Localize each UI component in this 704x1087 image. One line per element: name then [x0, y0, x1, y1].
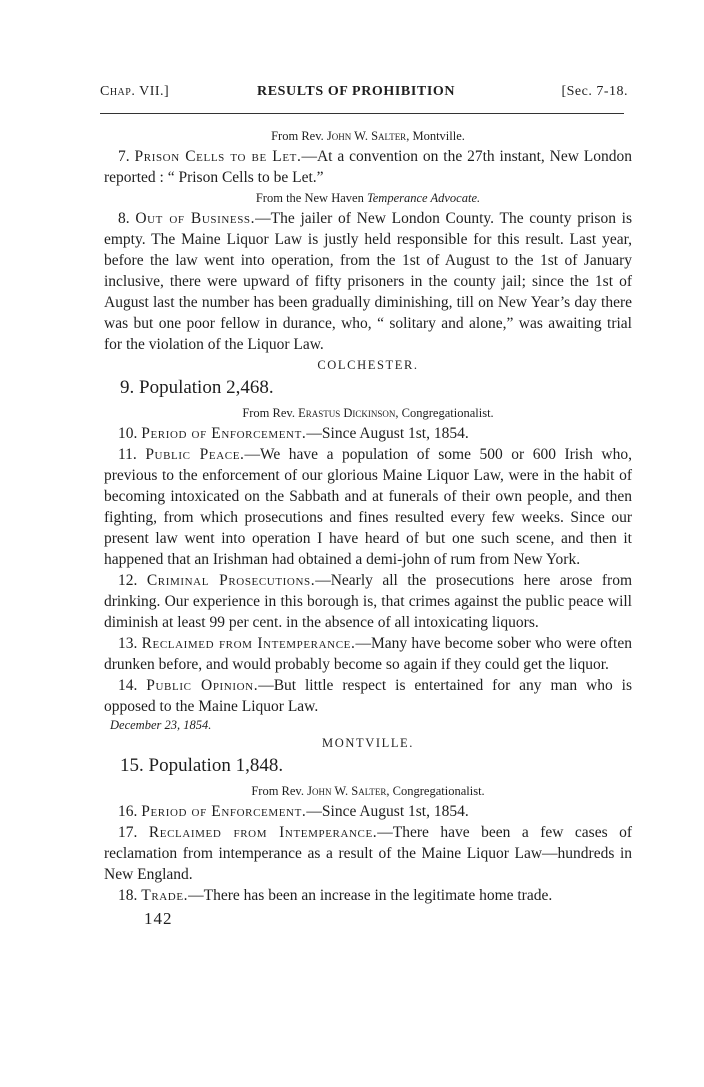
source-suffix: , Montville.	[406, 129, 465, 143]
paragraph-title: Public Opinion.	[146, 677, 259, 694]
source-line	[104, 126, 632, 146]
paragraph-title: Prison Cells to be Let.	[134, 148, 302, 165]
paragraph-text: —Nearly all the prosecutions here arose from drinking. Our experience in this borough is, that crimes against the public peace will diminish at least 99 per cent. in the absence of all intoxicating liquors.	[104, 572, 633, 631]
source-line	[104, 188, 632, 208]
source-prefix: From Rev.	[251, 784, 308, 798]
paragraph-16	[104, 801, 632, 822]
paragraph-number: 17.	[118, 824, 149, 841]
paragraph-18	[104, 885, 632, 906]
paragraph-8	[104, 208, 632, 355]
paragraph-13	[104, 633, 632, 675]
paragraph-10	[104, 423, 632, 444]
town-heading-colchester: COLCHESTER.	[317, 358, 419, 372]
source-author: John W. Salter	[326, 129, 407, 143]
paragraph-number: 11.	[118, 446, 146, 463]
paragraph-text: —Since August 1st, 1854.	[306, 803, 469, 820]
paragraph-7	[104, 146, 632, 188]
letter-date: December 23, 1854.	[110, 718, 212, 732]
section-label: [Sec. 7-18.	[561, 84, 628, 99]
paragraph-text: —Since August 1st, 1854.	[306, 425, 469, 442]
paragraph-title: Period of Enforcement.	[141, 803, 307, 820]
page-title: RESULTS OF PROHIBITION	[257, 84, 456, 99]
paragraph-text: —There have been a few cases of reclamation from intemperance as a result of the Maine Liquor Law—hundreds in New England.	[104, 824, 633, 883]
source-publication: Temperance Advocate.	[366, 191, 481, 205]
source-line	[104, 781, 632, 801]
paragraph-number: 18.	[118, 887, 142, 904]
population-15: 15. Population 1,848.	[120, 755, 284, 776]
paragraph-title: Trade.	[141, 887, 189, 904]
paragraph-text: —We have a population of some 500 or 600 Irish who, previous to the enforcement of our glorious Maine Liquor Law, were in the habit of becoming intoxicated on the Sabbath and at funerals of their own people, and then fighting, from which prosecutions and fines resulted every few weeks. Since our present law went into operation I have heard of but one such scene, and then it happened that an Irishman had obtained a demi-john of rum from New York.	[104, 446, 632, 568]
paragraph-title: Reclaimed from Intemperance.	[141, 635, 356, 652]
paragraph-number: 7.	[118, 148, 135, 165]
chapter-label: Chap. VII.]	[100, 84, 170, 99]
paragraph-text: —At a convention on the 27th instant, New London reported : “ Prison Cells to be Let.”	[104, 148, 633, 186]
source-suffix: , Congregationalist.	[395, 406, 494, 420]
paragraph-number: 13.	[118, 635, 142, 652]
page-body	[104, 126, 632, 930]
paragraph-number: 12.	[118, 572, 147, 589]
paragraph-title: Public Peace.	[145, 446, 245, 463]
paragraph-number: 16.	[118, 803, 142, 820]
paragraph-title: Reclaimed from Intemperance.	[148, 824, 378, 841]
paragraph-text: —But little respect is entertained for any man who is opposed to the Maine Liquor Law.	[104, 677, 632, 715]
source-suffix: , Congregationalist.	[386, 784, 485, 798]
paragraph-number: 10.	[118, 425, 142, 442]
source-prefix: From the New Haven	[255, 191, 367, 205]
paragraph-title: Period of Enforcement.	[141, 425, 307, 442]
paragraph-text: —The jailer of New London County. The county prison is empty. The Maine Liquor Law is justly held responsible for this result. Last year, before the law went into operation, from the 1st of August to the 1st of January inclusive, there were upward of fifty prisoners in the county jail; since the 1st of August last the number has been gradually diminishing, till on New Year’s day there was but one poor fellow in durance, who, “ solitary and alone,” was awaiting trial for the violation of the Liquor Law.	[104, 210, 633, 353]
page-number: 142	[144, 909, 173, 928]
paragraph-number: 8.	[118, 210, 136, 227]
paragraph-title: Criminal Prosecutions.	[146, 572, 316, 589]
paragraph-11	[104, 444, 632, 570]
header-rule	[100, 113, 624, 114]
running-header	[100, 84, 628, 106]
source-prefix: From Rev.	[242, 406, 299, 420]
town-heading-montville: MONTVILLE.	[321, 736, 415, 750]
paragraph-17	[104, 822, 632, 885]
paragraph-12	[104, 570, 632, 633]
paragraph-14	[104, 675, 632, 717]
population-9: 9. Population 2,468.	[120, 377, 274, 398]
paragraph-text: —There has been an increase in the legitimate home trade.	[188, 887, 553, 904]
paragraph-title: Out of Business.	[135, 210, 256, 227]
paragraph-text: —Many have become sober who were often drunken before, and would probably become so again if they could get the liquor.	[104, 635, 632, 673]
paragraph-number: 14.	[118, 677, 147, 694]
source-author: Erastus Dickinson	[298, 406, 396, 420]
source-line	[104, 403, 632, 423]
source-prefix: From Rev.	[271, 129, 327, 143]
source-author: John W. Salter	[307, 784, 387, 798]
